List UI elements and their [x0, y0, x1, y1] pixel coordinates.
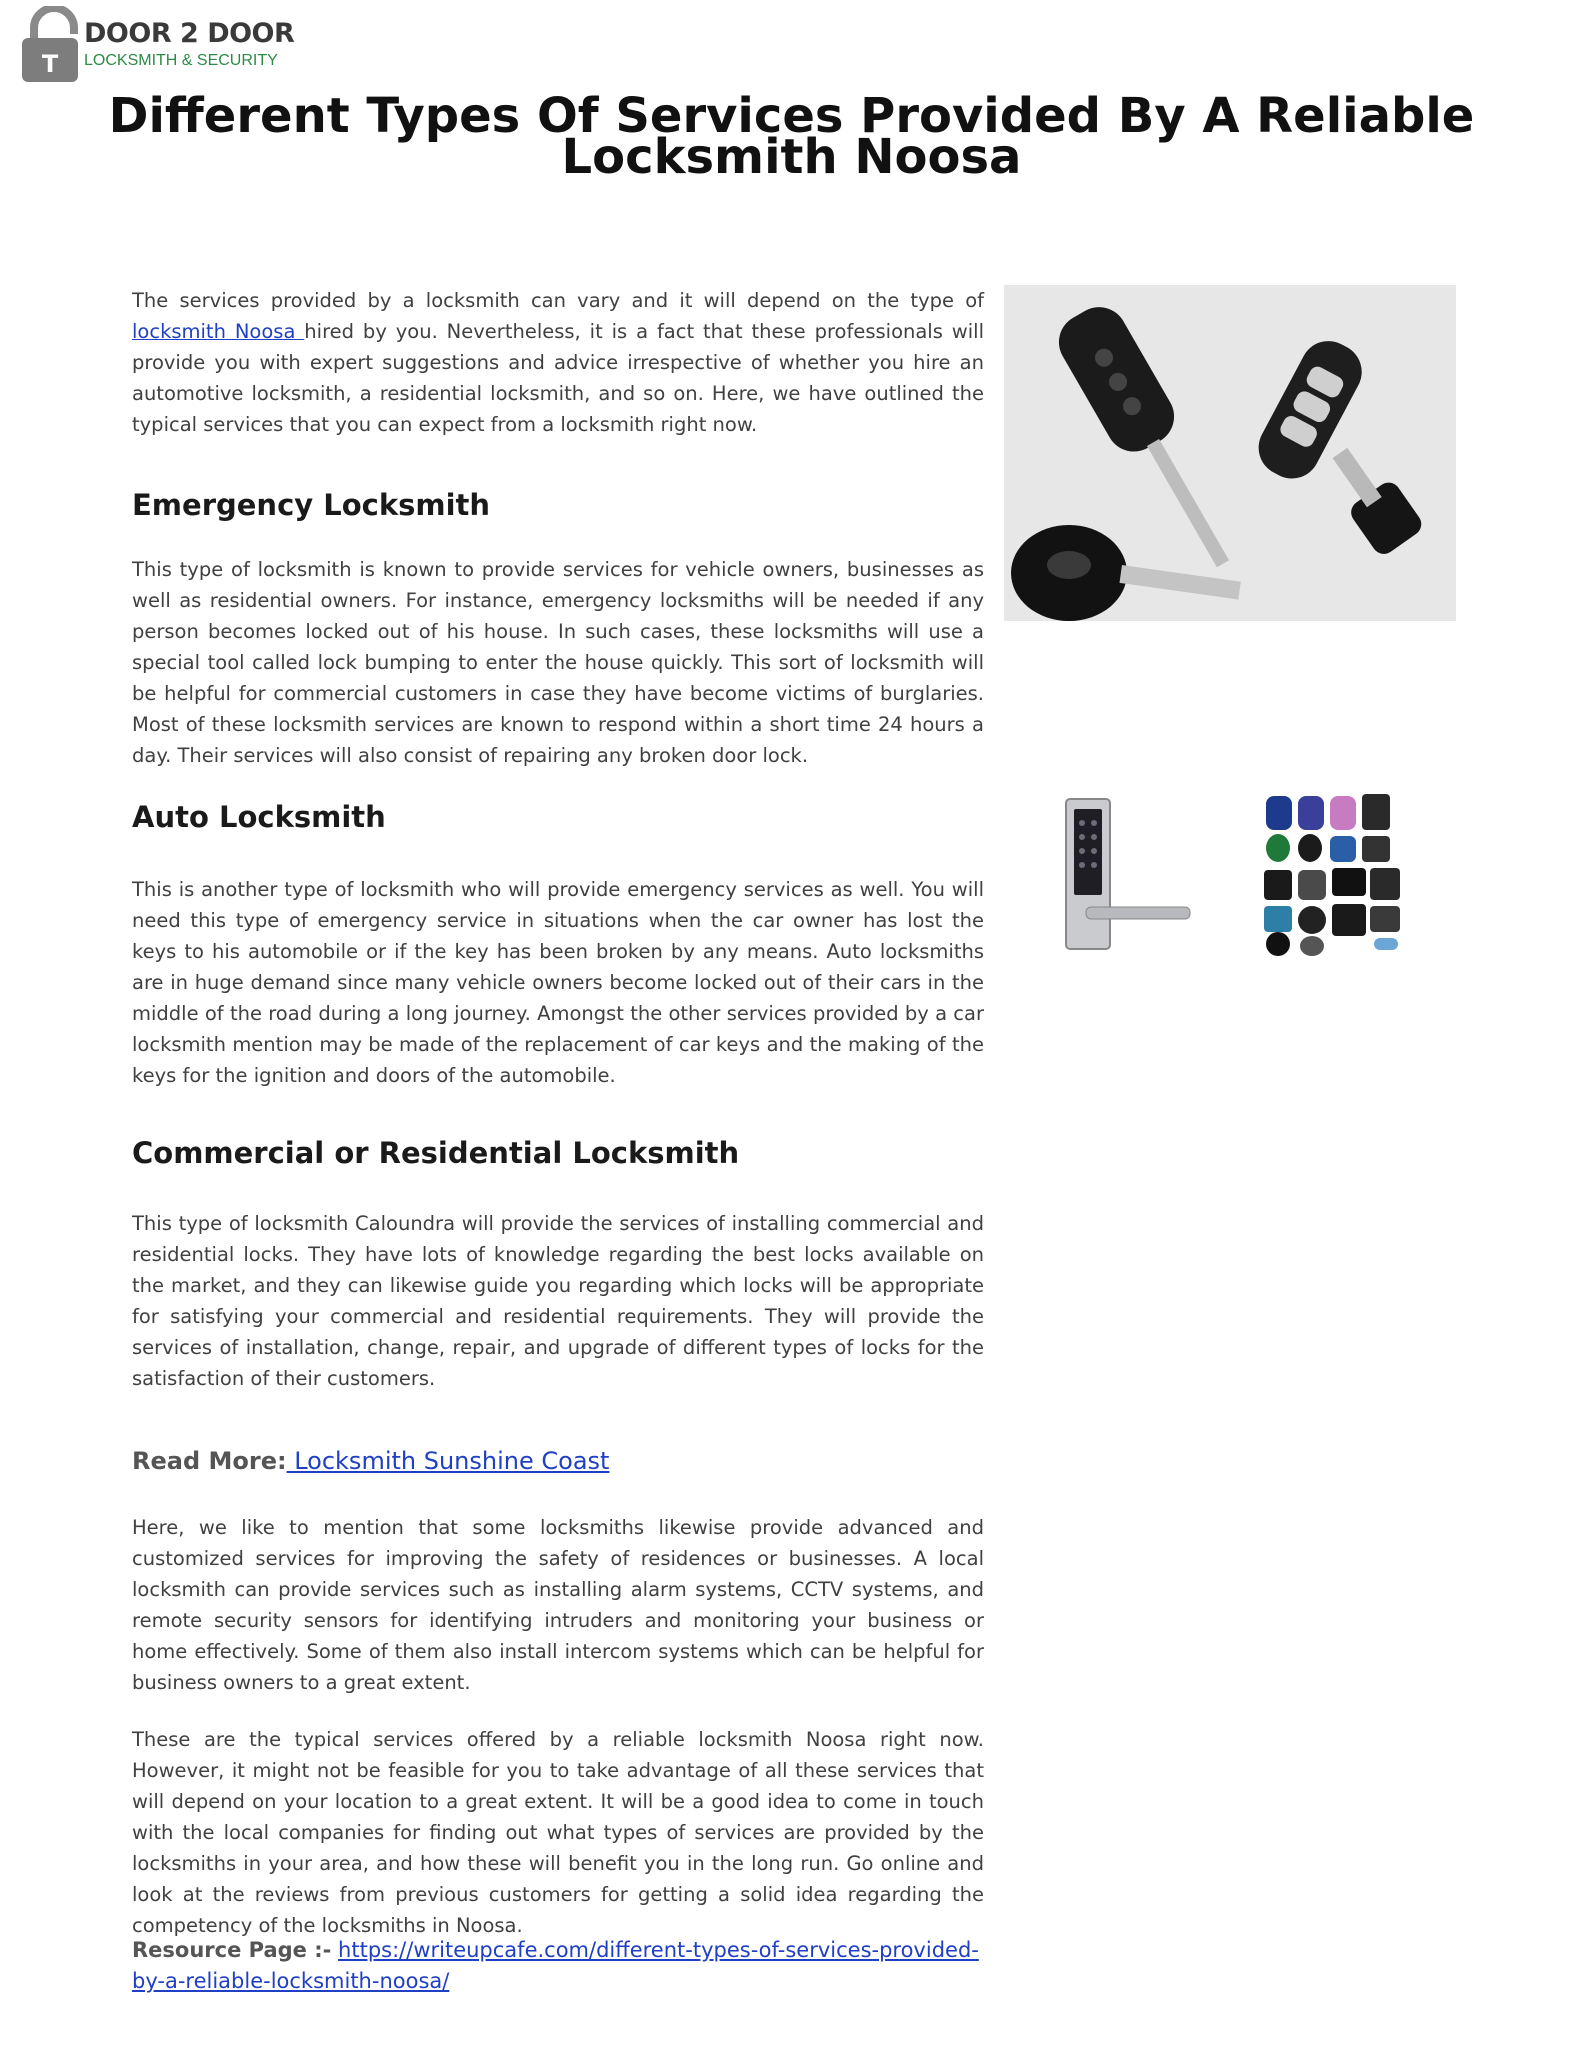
car-keys-image — [1004, 285, 1456, 621]
emergency-paragraph: This type of locksmith is known to provide services for vehicle owners, businesses as well as residential owners. For instance, emergency locksmiths will be needed if any person becomes locked out of his house. In such cases, these locksmiths will use a special tool called lock bumping to enter the house quickly. This sort of locksmith will be helpful for commercial customers in case they have become victims of burglaries. Most of these locksmith services are known to respond within a short time 24 hours a day. Their services will also consist of repairing any broken door lock. — [132, 558, 984, 767]
lock-letter: T — [41, 50, 59, 78]
intro-text-after: hired by you. Nevertheless, it is a fact that these professionals will provide you with expert suggestions and advice irrespective of whether you hire an automotive locksmith, a residential locksmith, and so on. Here, we have outlined the typical services that you can expect from a locksmith right now. — [132, 320, 984, 436]
auto-paragraph: This is another type of locksmith who will provide emergency services as well. You will need this type of emergency service in situations when the car owner has lost the keys to his automobile or if the key has been broken by any means. Auto locksmiths are in huge demand since many vehicle owners become locked out of their cars in the middle of the road during a long journey. Amongst the other services provided by a car locksmith mention may be made of the replacement of car keys and the making of the keys for the ignition and doors of the automobile. — [132, 878, 984, 1087]
page-title: Different Types Of Services Provided By A Reliable Locksmith Noosa — [108, 88, 1475, 185]
remote-keys-image — [1256, 788, 1416, 960]
intro-paragraph — [132, 285, 984, 440]
padlock-icon — [18, 6, 90, 84]
resource-page — [132, 1935, 984, 1997]
advanced-services-paragraph: Here, we like to mention that some locksmiths likewise provide advanced and customized services for improving the safety of residences or businesses. A local locksmith can provide services such as installing alarm systems, CCTV systems, and remote security sensors for identifying intruders and monitoring your business or home effectively. Some of them also install intercom systems which can be helpful for business owners to a great extent. — [132, 1516, 984, 1694]
emergency-heading: Emergency Locksmith — [132, 488, 491, 522]
brand-name: DOOR 2 DOOR — [84, 18, 295, 49]
locksmith-noosa-link[interactable]: locksmith Noosa — [132, 320, 305, 343]
intro-text-before: The services provided by a locksmith can vary and it will depend on the type of — [132, 289, 984, 312]
read-more-label: Read More: — [132, 1447, 287, 1475]
digital-door-lock-image — [1056, 793, 1194, 955]
commercial-paragraph: This type of locksmith Caloundra will provide the services of installing commercial and residential locks. They have lots of knowledge regarding the best locks available on the market, and they can likewise guide you regarding which locks will be appropriate for satisfying your commercial and residential requirements. They will provide the services of installation, change, repair, and upgrade of different types of locks for the satisfaction of their customers. — [132, 1212, 984, 1390]
conclusion-paragraph: These are the typical services offered by a reliable locksmith Noosa right now. However, it might not be feasible for you to take advantage of all these services that will depend on your location to a great extent. It will be a good idea to come in touch with the local companies for finding out what types of services are provided by the locksmiths in your area, and how these will benefit you in the long run. Go online and look at the reviews from previous customers for getting a solid idea regarding the competency of the locksmiths in Noosa. — [132, 1728, 984, 1937]
resource-label: Resource Page :- — [132, 1938, 332, 1962]
brand-logo[interactable] — [18, 6, 298, 84]
commercial-heading: Commercial or Residential Locksmith — [132, 1136, 740, 1170]
auto-heading: Auto Locksmith — [132, 800, 386, 834]
brand-tagline: LOCKSMITH & SECURITY — [84, 52, 278, 69]
read-more — [132, 1444, 984, 1478]
locksmith-sunshine-coast-link[interactable]: Locksmith Sunshine Coast — [286, 1447, 610, 1475]
resource-url-link[interactable]: https://writeupcafe.com/different-types-of-services-provided-by-a-reliable-locksmith-noosa/ — [132, 1938, 979, 1993]
